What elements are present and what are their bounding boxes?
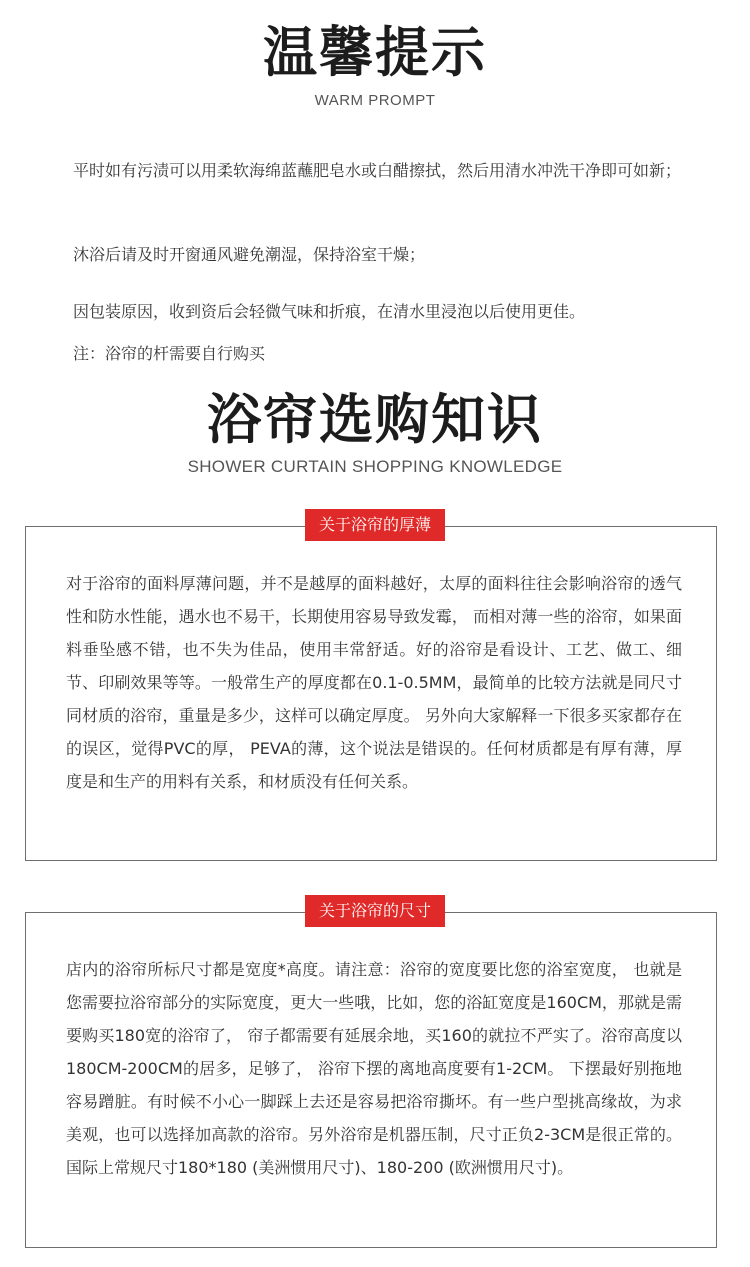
tip-item-2: 沐浴后请及时开窗通风避免潮湿，保持浴室干燥； — [73, 245, 426, 264]
knowledge-title: 浴帘选购知识 — [207, 388, 543, 451]
tip-item-3: 因包装原因，收到资后会轻微气味和折痕，在清水里浸泡以后使用更佳。 — [73, 302, 586, 321]
size-section — [25, 912, 717, 1248]
tip-item-1: 平时如有污渍可以用柔软海绵蓝蘸肥皂水或白醋擦拭，然后用清水冲洗干净即可如新； — [73, 161, 682, 180]
size-badge: 关于浴帘的尺寸 — [305, 895, 445, 927]
tips-subtitle: WARM PROMPT — [314, 92, 436, 109]
thickness-text: 对于浴帘的面料厚薄问题，并不是越厚的面料越好，太厚的面料往往会影响浴帘的透气性和防水性能，遇水也不易干，长期使用容易导致发霉， 而相对薄一些的浴帘，如果面料垂坠感不错，也不失为佳品，使用丰常舒适。好的浴帘是看设计、工艺、做工、细节、印刷效果等等。一般常生产的厚度都在0.1-0.5MM，最简单的比较方法就是同尺寸同材质的浴帘，重量是多少，这样可以确定厚度。 另外向大家解释一下很多买家都存在的误区，觉得PVC的厚， PEVA的薄，这个说法是错误的。任何材质都是有厚有薄，厚度是和生产的用料有关系，和材质没有任何关系。 — [66, 574, 682, 791]
thickness-section — [25, 526, 717, 861]
tips-title: 温馨提示 — [263, 21, 487, 84]
tip-note: 注：浴帘的杆需要自行购买 — [73, 344, 266, 363]
size-text: 店内的浴帘所标尺寸都是宽度*高度。请注意：浴帘的宽度要比您的浴室宽度， 也就是您需要拉浴帘部分的实际宽度，更大一些哦，比如，您的浴缸宽度是160CM，那就是需要购买180宽的浴帘了， 帘子都需要有延展余地，买160的就拉不严实了。浴帘高度以180CM-200CM的居多，足够了， 浴帘下摆的离地高度要有1-2CM。 下摆最好别拖地容易蹭脏。有时候不小心一脚踩上去还是容易把浴帘撕坏。有一些户型挑高缘故，为求美观，也可以选择加高款的浴帘。另外浴帘是机器压制，尺寸正负2-3CM是很正常的。国际上常规尺寸180*180 (美洲惯用尺寸)、180-200 (欧洲惯用尺寸)。 — [66, 960, 682, 1177]
thickness-badge: 关于浴帘的厚薄 — [305, 509, 445, 541]
knowledge-subtitle: SHOWER CURTAIN SHOPPING KNOWLEDGE — [187, 457, 563, 476]
